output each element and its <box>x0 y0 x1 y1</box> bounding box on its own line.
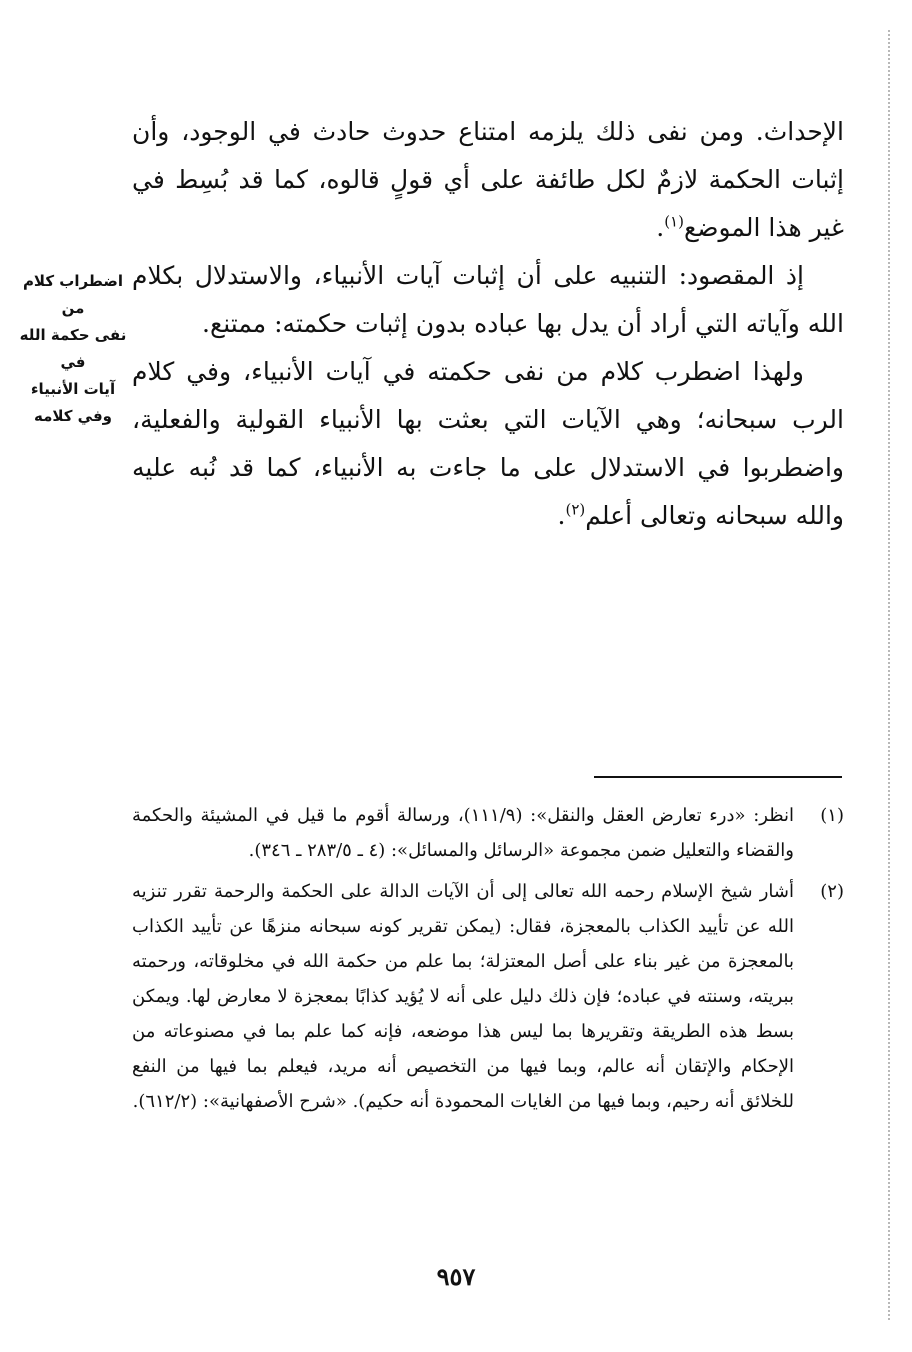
footnotes <box>132 798 844 1125</box>
page-number: ٩٥٧ <box>436 1262 476 1291</box>
margin-note-line: آيات الأنبياء <box>30 380 116 398</box>
margin-note-line: نفى حكمة الله في <box>19 326 127 371</box>
footnote-number: (١) <box>820 805 844 826</box>
paragraph: ولهذا اضطرب كلام من نفى حكمته في آيات الأنبياء، وفي كلام الرب سبحانه؛ وهي الآيات التي بعثت بها الأنبياء القولية والفعلية، واضطربوا في الاستدلال على ما جاءت به الأنبياء، كما قد نُبه عليه والله سبحانه وتعالى أعلم$^{(٢)}$. <box>132 357 844 530</box>
footnote-separator <box>594 776 842 778</box>
scan-edge-dots <box>888 30 890 1320</box>
margin-note-line: وفي كلامه <box>33 407 113 425</box>
paragraph: الإحداث. ومن نفى ذلك يلزمه امتناع حدوث حادث في الوجود، وأن إثبات الحكمة لازمٌ لكل طائفة على أي قولٍ قالوه، كما قد بُسِط في غير هذا الموضع$^{(١)}$. <box>132 117 844 242</box>
footnote-number: (٢) <box>820 881 844 902</box>
footnote-text: انظر: «درء تعارض العقل والنقل»: (١١١/٩)، ورسالة أقوم ما قيل في المشيئة والحكمة والقضاء والتعليل ضمن مجموعة «الرسائل والمسائل»: (٤ ـ ٢٨٣/٥ ـ ٣٤٦). <box>132 805 794 861</box>
footnote-ref: (٢) <box>565 500 586 519</box>
footnote <box>132 874 844 1119</box>
footnote-text: أشار شيخ الإسلام رحمه الله تعالى إلى أن الآيات الدالة على الحكمة والرحمة تقرر تنزيه الله عن تأييد الكذاب بالمعجزة، فقال: (يمكن تقرير كونه سبحانه منزهًا عن تأييد الكذاب بالمعجزة من غير بناء على أصل المعتزلة؛ بما علم من حكمة الله في مخلوقاته، ورحمته ببريته، وسنته في عباده؛ فإن ذلك دليل على أنه لا يُؤيد كذابًا بمعجزة لا معارض لها. ويمكن بسط هذه الطريقة وتقريرها بما ليس هذا موضعه، فإنه كما علم بما في مصنوعاته من الإحكام والإتقان أنه عالم، وبما فيها من التخصيص أنه مريد، فيعلم بما فيها من النفع للخلائق أنه رحيم، وبما فيها من الغايات المحمودة أنه حكيم). «شرح الأصفهانية»: (٦١٢/٢). <box>132 881 794 1112</box>
main-text <box>132 108 844 540</box>
margin-note <box>14 268 132 430</box>
footnote-ref: (١) <box>664 212 684 231</box>
footnote <box>132 798 844 868</box>
paragraph: إذ المقصود: التنبيه على أن إثبات آيات الأنبياء، والاستدلال بكلام الله وآياته التي أراد أن يدل بها عباده بدون إثبات حكمته: ممتنع. <box>132 261 844 338</box>
margin-note-line: اضطراب كلام من <box>22 272 124 317</box>
